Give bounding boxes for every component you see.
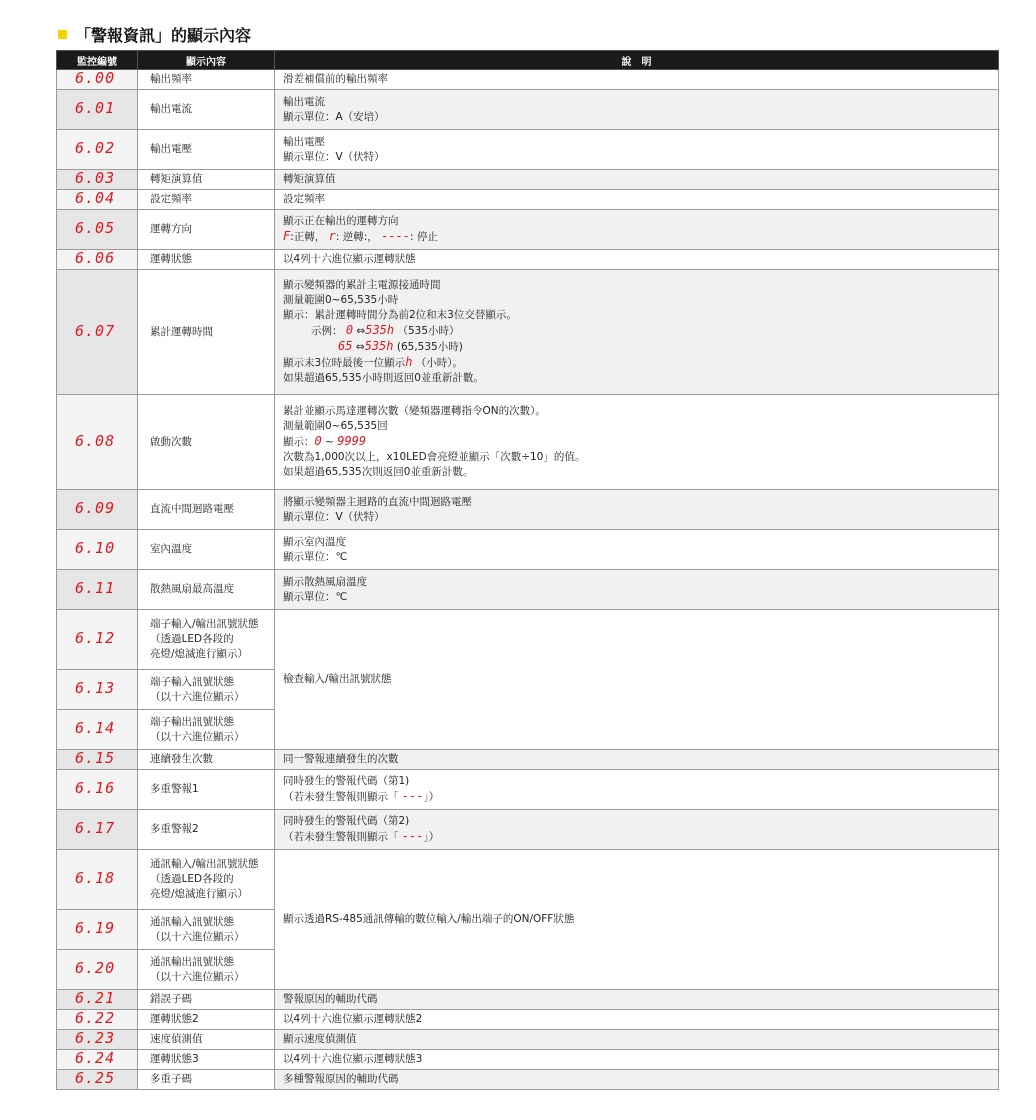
segment-code: 6.07 [75, 321, 116, 340]
name-cell: 運轉狀態 [138, 250, 275, 270]
code-cell [57, 530, 138, 570]
segment-code: 6.22 [75, 1009, 116, 1027]
segment-code: 6.02 [75, 139, 116, 157]
table-row [57, 210, 999, 250]
code-cell [57, 670, 138, 710]
code-cell [57, 70, 138, 90]
code-cell [57, 950, 138, 990]
code-cell [57, 770, 138, 810]
desc-cell: 輸出電流 顯示單位：A（安培） [275, 90, 999, 130]
desc-cell: 警報原因的輔助代碼 [275, 990, 999, 1010]
table-row [57, 130, 999, 170]
segment-code: 6.06 [75, 249, 116, 267]
code-cell [57, 570, 138, 610]
desc-cell: 顯示散熱風扇溫度 顯示單位：℃ [275, 570, 999, 610]
name-cell: 多重警報2 [138, 810, 275, 850]
header-content: 顯示內容 [138, 51, 275, 70]
desc-cell: 轉矩演算值 [275, 170, 999, 190]
table-row [57, 1050, 999, 1070]
desc-cell: 顯示速度偵測值 [275, 1030, 999, 1050]
name-cell: 室內溫度 [138, 530, 275, 570]
segment-code: 6.15 [75, 749, 116, 767]
segment-code: 6.10 [75, 539, 116, 557]
desc-cell: 以4列十六進位顯示運轉狀態 [275, 250, 999, 270]
code-cell [57, 1030, 138, 1050]
name-cell: 多重子碼 [138, 1070, 275, 1090]
segment-code: 6.16 [75, 779, 116, 797]
code-cell [57, 130, 138, 170]
code-cell [57, 270, 138, 395]
name-cell: 轉矩演算值 [138, 170, 275, 190]
name-cell: 通訊輸入訊號狀態 （以十六進位顯示） [138, 910, 275, 950]
name-cell: 多重警報1 [138, 770, 275, 810]
table-row [57, 1070, 999, 1090]
name-cell: 錯誤子碼 [138, 990, 275, 1010]
name-cell: 直流中間迴路電壓 [138, 490, 275, 530]
name-cell: 端子輸出訊號狀態 （以十六進位顯示） [138, 710, 275, 750]
desc-cell-merged: 顯示透過RS-485通訊傳輸的數位輸入/輸出端子的ON/OFF狀態 [275, 850, 999, 990]
desc-cell: 以4列十六進位顯示運轉狀態2 [275, 1010, 999, 1030]
segment-code: 6.23 [75, 1029, 116, 1047]
name-cell: 輸出頻率 [138, 70, 275, 90]
table-row [57, 530, 999, 570]
alarm-info-table [56, 50, 999, 1090]
table-row [57, 850, 999, 910]
table-row [57, 750, 999, 770]
desc-cell: 將顯示變頻器主迴路的直流中間迴路電壓 顯示單位：V（伏特） [275, 490, 999, 530]
code-cell [57, 210, 138, 250]
desc-cell: 滑差補償前的輸出頻率 [275, 70, 999, 90]
segment-code: 6.08 [75, 431, 116, 450]
name-cell: 運轉狀態2 [138, 1010, 275, 1030]
desc-cell-merged: 檢查輸入/輸出訊號狀態 [275, 610, 999, 750]
page-title-text: 「警報資訊」的顯示內容 [75, 25, 252, 45]
segment-code: 6.00 [75, 69, 116, 87]
segment-code: 6.04 [75, 189, 116, 207]
code-cell [57, 910, 138, 950]
segment-code: 6.09 [75, 499, 116, 517]
code-cell [57, 850, 138, 910]
table-row [57, 270, 999, 395]
table-row [57, 1030, 999, 1050]
title-marker-icon [58, 30, 67, 39]
table-row [57, 170, 999, 190]
desc-cell: 輸出電壓 顯示單位：V（伏特） [275, 130, 999, 170]
code-cell [57, 710, 138, 750]
name-cell: 啟動次數 [138, 395, 275, 490]
code-cell [57, 90, 138, 130]
name-cell: 速度偵測值 [138, 1030, 275, 1050]
name-cell: 端子輸入訊號狀態 （以十六進位顯示） [138, 670, 275, 710]
name-cell: 設定頻率 [138, 190, 275, 210]
header-code: 監控編號 [57, 51, 138, 70]
table-row [57, 1010, 999, 1030]
table-row [57, 570, 999, 610]
desc-cell: 顯示室內溫度 顯示單位：℃ [275, 530, 999, 570]
code-cell [57, 490, 138, 530]
table-row [57, 770, 999, 810]
segment-code: 6.17 [75, 819, 116, 837]
segment-code: 6.24 [75, 1049, 116, 1067]
table-row [57, 810, 999, 850]
name-cell: 連續發生次數 [138, 750, 275, 770]
name-cell: 通訊輸出訊號狀態 （以十六進位顯示） [138, 950, 275, 990]
code-cell [57, 1070, 138, 1090]
desc-cell: 累計並顯示馬達運轉次數（變頻器運轉指令ON的次數）。 測量範圍0~65,535回 顯示：0 ~ 9999 次數為1,000次以上，x10LED會亮燈並顯示「次數÷10」的值。 如果超過65,535次則返回0並重新計數。 [275, 395, 999, 490]
name-cell: 累計運轉時間 [138, 270, 275, 395]
desc-cell: 同時發生的警報代碼（第2) （若未發生警報則顯示「 ---」） [275, 810, 999, 850]
segment-code: 6.19 [75, 919, 116, 937]
desc-cell: 以4列十六進位顯示運轉狀態3 [275, 1050, 999, 1070]
desc-cell: 顯示正在輸出的運轉方向 F:正轉， r: 逆轉:， ----: 停止 [275, 210, 999, 250]
segment-code: 6.01 [75, 99, 116, 117]
segment-code: 6.05 [75, 219, 116, 237]
segment-code: 6.03 [75, 169, 116, 187]
name-cell: 運轉方向 [138, 210, 275, 250]
name-cell: 輸出電流 [138, 90, 275, 130]
table-row [57, 70, 999, 90]
name-cell: 輸出電壓 [138, 130, 275, 170]
code-cell [57, 190, 138, 210]
table-header-row [57, 51, 999, 70]
code-cell [57, 395, 138, 490]
name-cell: 端子輸入/輸出訊號狀態 （透過LED各段的 亮燈/熄滅進行顯示） [138, 610, 275, 670]
segment-code: 6.13 [75, 679, 116, 697]
name-cell: 散熱風扇最高溫度 [138, 570, 275, 610]
name-cell: 通訊輸入/輸出訊號狀態 （透過LED各段的 亮燈/熄滅進行顯示） [138, 850, 275, 910]
table-row [57, 250, 999, 270]
page-title [58, 22, 251, 46]
segment-code: 6.18 [75, 869, 116, 887]
table-row [57, 190, 999, 210]
code-cell [57, 1010, 138, 1030]
code-cell [57, 1050, 138, 1070]
code-cell [57, 610, 138, 670]
desc-cell: 設定頻率 [275, 190, 999, 210]
desc-cell: 同時發生的警報代碼（第1) （若未發生警報則顯示「 ---」） [275, 770, 999, 810]
code-cell [57, 990, 138, 1010]
table-row [57, 490, 999, 530]
code-cell [57, 810, 138, 850]
desc-cell: 顯示變頻器的累計主電源接通時間 測量範圍0~65,535小時 顯示：累計運轉時間分為前2位和末3位交替顯示。 示例： 0 ⇔535h （535小時） 65 ⇔535h (65,535小時) 顯示末3位時最後一位顯示h （小時）。 如果超過65,535小時則返回0並重新計數。 [275, 270, 999, 395]
segment-code: 6.14 [75, 719, 116, 737]
table-row [57, 610, 999, 670]
segment-code: 6.11 [75, 579, 116, 597]
table-row [57, 90, 999, 130]
code-cell [57, 170, 138, 190]
segment-code: 6.25 [75, 1069, 116, 1087]
segment-code: 6.20 [75, 959, 116, 977]
name-cell: 運轉狀態3 [138, 1050, 275, 1070]
desc-cell: 同一警報連續發生的次數 [275, 750, 999, 770]
table-row [57, 395, 999, 490]
segment-code: 6.21 [75, 989, 116, 1007]
desc-cell: 多種警報原因的輔助代碼 [275, 1070, 999, 1090]
table-row [57, 990, 999, 1010]
code-cell [57, 750, 138, 770]
header-desc: 說 明 [275, 51, 999, 70]
segment-code: 6.12 [75, 629, 116, 647]
code-cell [57, 250, 138, 270]
